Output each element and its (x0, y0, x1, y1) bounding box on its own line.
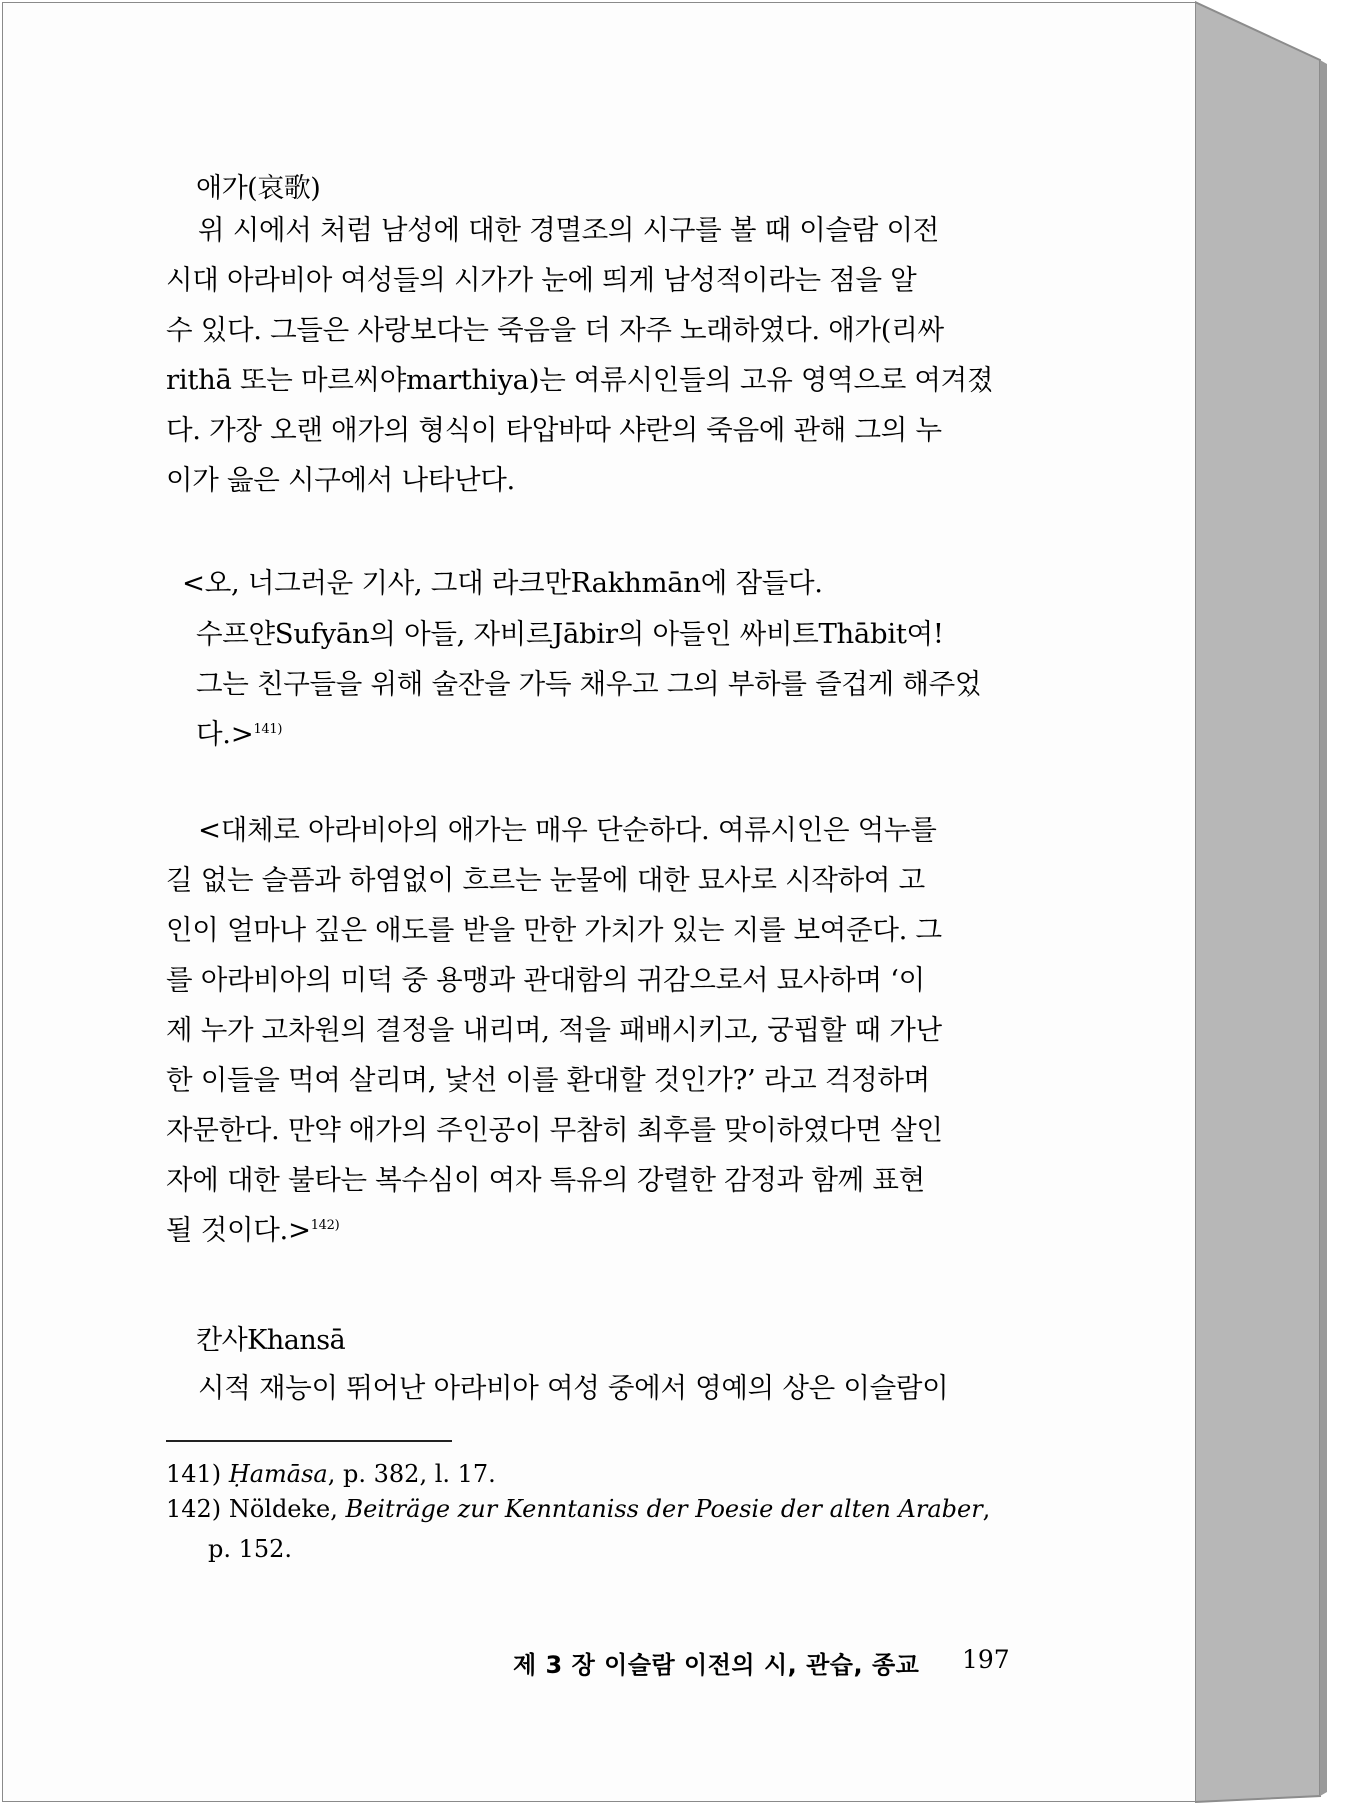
footnote-citation: , (982, 1495, 991, 1523)
text-line: 이가 읊은 시구에서 나타난다. (166, 464, 515, 496)
footnote-ref-141: 141) (253, 721, 283, 737)
text-line: 수 있다. 그들은 사랑보다는 죽음을 더 자주 노래하였다. 애가(리싸 (166, 314, 944, 346)
footnote-number: 141) (166, 1460, 222, 1488)
section-heading-khansa: 칸사Khansā (196, 1325, 346, 1356)
text-line: <대체로 아라비아의 애가는 매우 단순하다. 여류시인은 억누를 (198, 814, 937, 846)
footnote-title: Beiträge zur Kenntaniss der Poesie der alten Araber (345, 1495, 983, 1523)
quote-line: 그는 친구들을 위해 술잔을 가득 채우고 그의 부하를 즐겁게 해주었 (196, 668, 982, 700)
footnote-142 (166, 1495, 990, 1523)
text-line: 길 없는 슬픔과 하염없이 흐르는 눈물에 대한 묘사로 시작하여 고 (166, 864, 925, 896)
quote-line: <오, 너그러운 기사, 그대 라크만Rakhmān에 잠들다. (182, 567, 823, 599)
paragraph-elegy-intro (166, 205, 1018, 505)
section-heading-elegy: 애가(哀歌) (196, 173, 321, 204)
page-number: 197 (962, 1645, 1010, 1674)
text-line-last (166, 1205, 1018, 1255)
footnote-142-continuation: p. 152. (208, 1535, 293, 1563)
footnote-ref-142: 142) (310, 1217, 340, 1233)
footnote-number: 142) (166, 1495, 222, 1523)
text-line: 다. 가장 오랜 애가의 형식이 타압바따 샤란의 죽음에 관해 그의 누 (166, 414, 942, 446)
text: 될 것이다.> (166, 1214, 311, 1246)
footnote-title: Ḥamāsa (228, 1460, 328, 1488)
text-line: 한 이들을 먹여 살리며, 낯선 이를 환대할 것인가?’ 라고 걱정하며 (166, 1064, 930, 1096)
text-line: 자문한다. 만약 애가의 주인공이 무참히 최후를 맞이하였다면 살인 (166, 1114, 943, 1146)
text-line: 시적 재능이 뛰어난 아라비아 여성 중에서 영예의 상은 이슬람이 (198, 1372, 949, 1404)
text-line: 시대 아라비아 여성들의 시가가 눈에 띄게 남성적이라는 점을 알 (166, 264, 917, 296)
footnote-141 (166, 1460, 496, 1488)
book-edge (1195, 0, 1367, 1806)
text-line: rithā 또는 마르씨야marthiya)는 여류시인들의 고유 영역으로 여겨졌 (166, 364, 994, 396)
text-line: 자에 대한 불타는 복수심이 여자 특유의 강렬한 감정과 함께 표현 (166, 1164, 925, 1196)
quote-text: 다.> (196, 718, 254, 750)
text-line: 를 아라비아의 미덕 중 용맹과 관대함의 귀감으로서 묘사하며 ‘이 (166, 964, 925, 996)
text-line: 위 시에서 처럼 남성에 대한 경멸조의 시구를 볼 때 이슬람 이전 (198, 214, 940, 246)
paragraph-elegy-description (166, 805, 1018, 1255)
footnote-author: Nöldeke, (228, 1495, 346, 1523)
text-line: 제 누가 고차원의 결정을 내리며, 적을 패배시키고, 궁핍할 때 가난 (166, 1014, 942, 1046)
quote-line-last (196, 711, 282, 751)
quote-line: 수프얀Sufyān의 아들, 자비르Jābir의 아들인 싸비트Thābit여! (196, 618, 944, 650)
footnote-divider (166, 1440, 452, 1442)
running-title: 제 3 장 이슬람 이전의 시, 관습, 종교 (513, 1651, 920, 1679)
text-line: 인이 얼마나 깊은 애도를 받을 만한 가치가 있는 지를 보여준다. 그 (166, 914, 942, 946)
footnote-citation: , p. 382, l. 17. (327, 1460, 496, 1488)
